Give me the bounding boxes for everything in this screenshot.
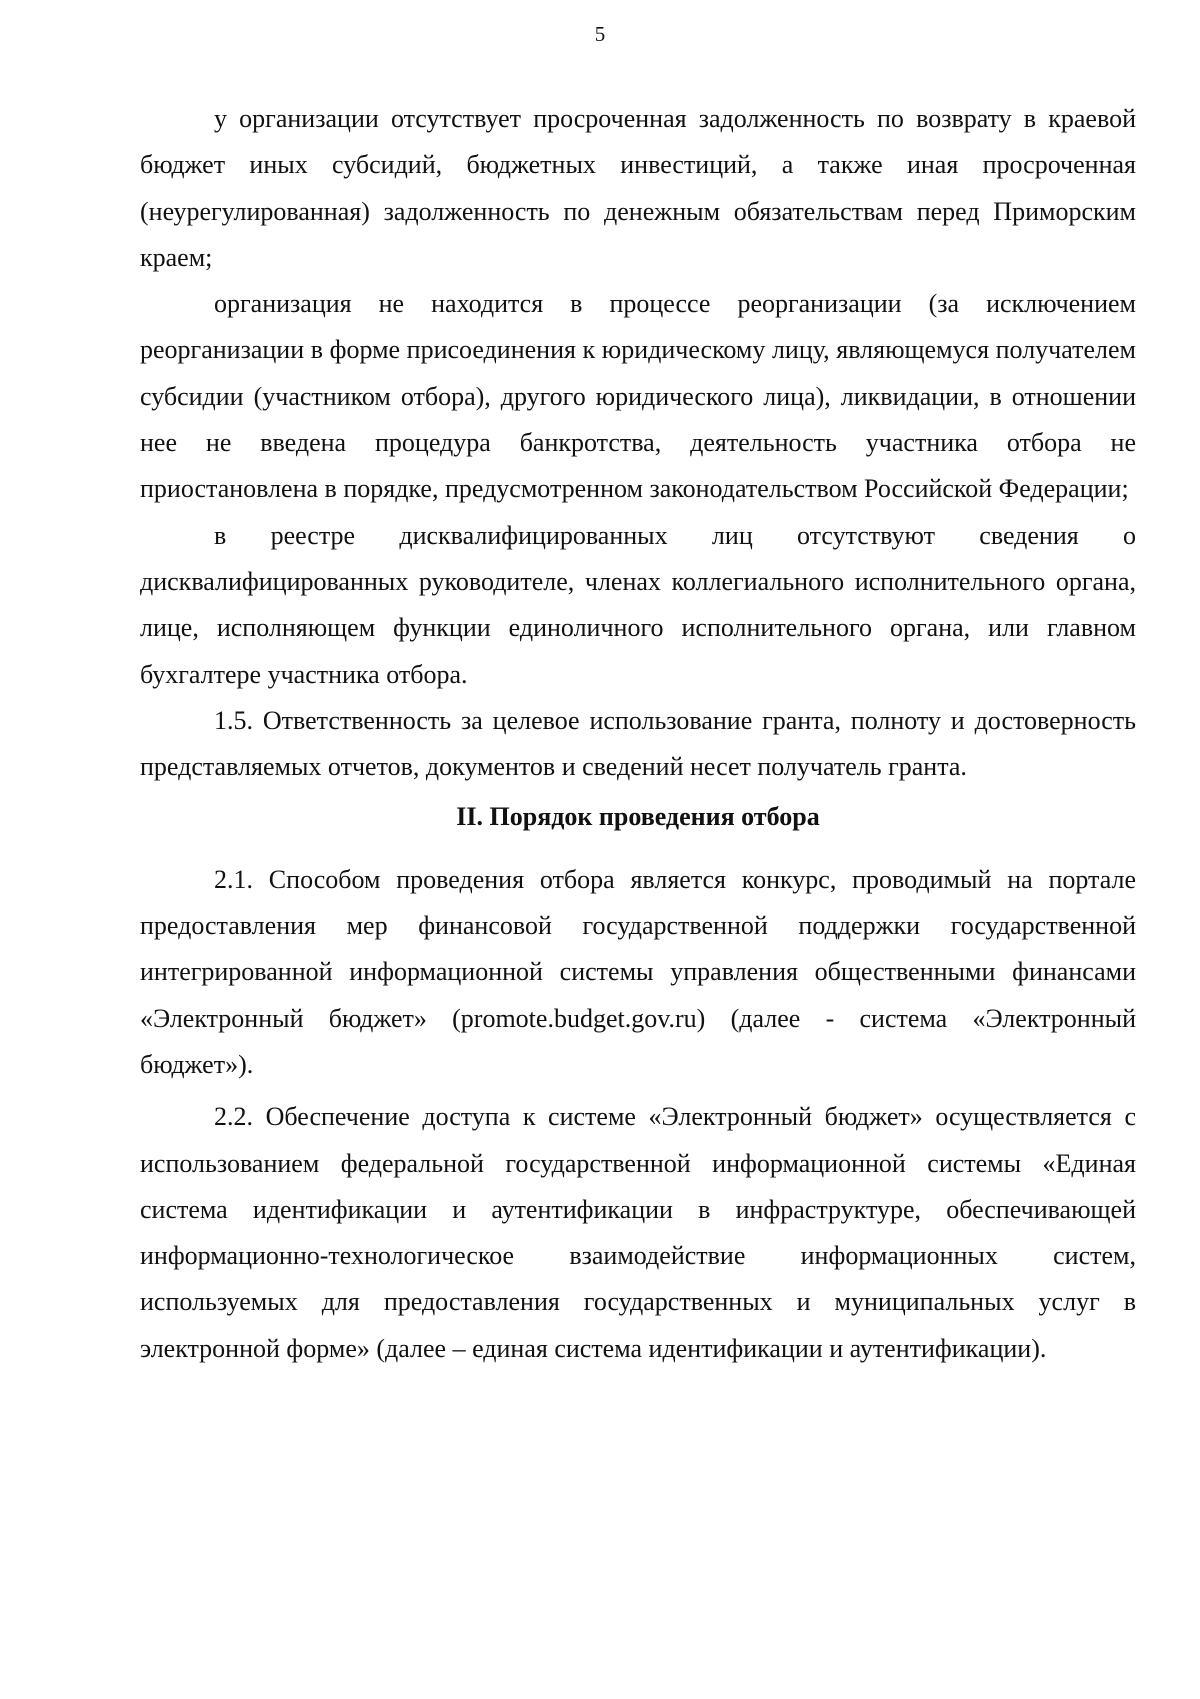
section-heading: II. Порядок проведения отбора xyxy=(456,802,820,832)
paragraph-disqualified-persons: в реестре дисквалифицированных лиц отсутствуют сведения о дисквалифицированных руководителе, членах коллегиального исполнительного органа, лице, исполняющем функции единоличного исполнительного органа, или главном бухгалтере участника отбора. xyxy=(140,520,1136,689)
paragraph-2-1-selection-method: 2.1. Способом проведения отбора является конкурс, проводимый на портале предоставления мер финансовой государственной поддержки государственной интегрированной информационной системы управления общественными финансами «Электронный бюджет» (promote.budget.gov.ru) (далее - система «Электронный бюджет»). xyxy=(140,864,1136,1079)
paragraph-2-2-access: 2.2. Обеспечение доступа к системе «Электронный бюджет» осуществляется с использованием федеральной государственной информационной системы «Единая система идентификации и аутентификации в инфраструктуре, обеспечивающей информационно-технологическое взаимодействие информационных систем, используемых для предоставления государственных и муниципальных услуг в электронной форме» (далее – единая система идентификации и аутентификации). xyxy=(140,1102,1136,1363)
page-number: 5 xyxy=(594,22,606,46)
document-body xyxy=(140,96,1136,1372)
paragraph-no-reorganization: организация не находится в процессе реорганизации (за исключением реорганизации в форме присоединения к юридическому лицу, являющемуся получателем субсидии (участником отбора), другого юридического лица), ликвидации, в отношении нее не введена процедура банкротства, деятельность участника отбора не приостановлена в порядке, предусмотренном законодательством Российской Федерации; xyxy=(140,289,1136,504)
paragraph-1-5-responsibility: 1.5. Ответственность за целевое использование гранта, полноту и достоверность представляемых отчетов, документов и сведений несет получатель гранта. xyxy=(140,705,1136,782)
paragraph-no-overdue-debt: у организации отсутствует просроченная задолженность по возврату в краевой бюджет иных субсидий, бюджетных инвестиций, а также иная просроченная (неурегулированная) задолженность по денежным обязательствам перед Приморским краем; xyxy=(140,104,1136,272)
